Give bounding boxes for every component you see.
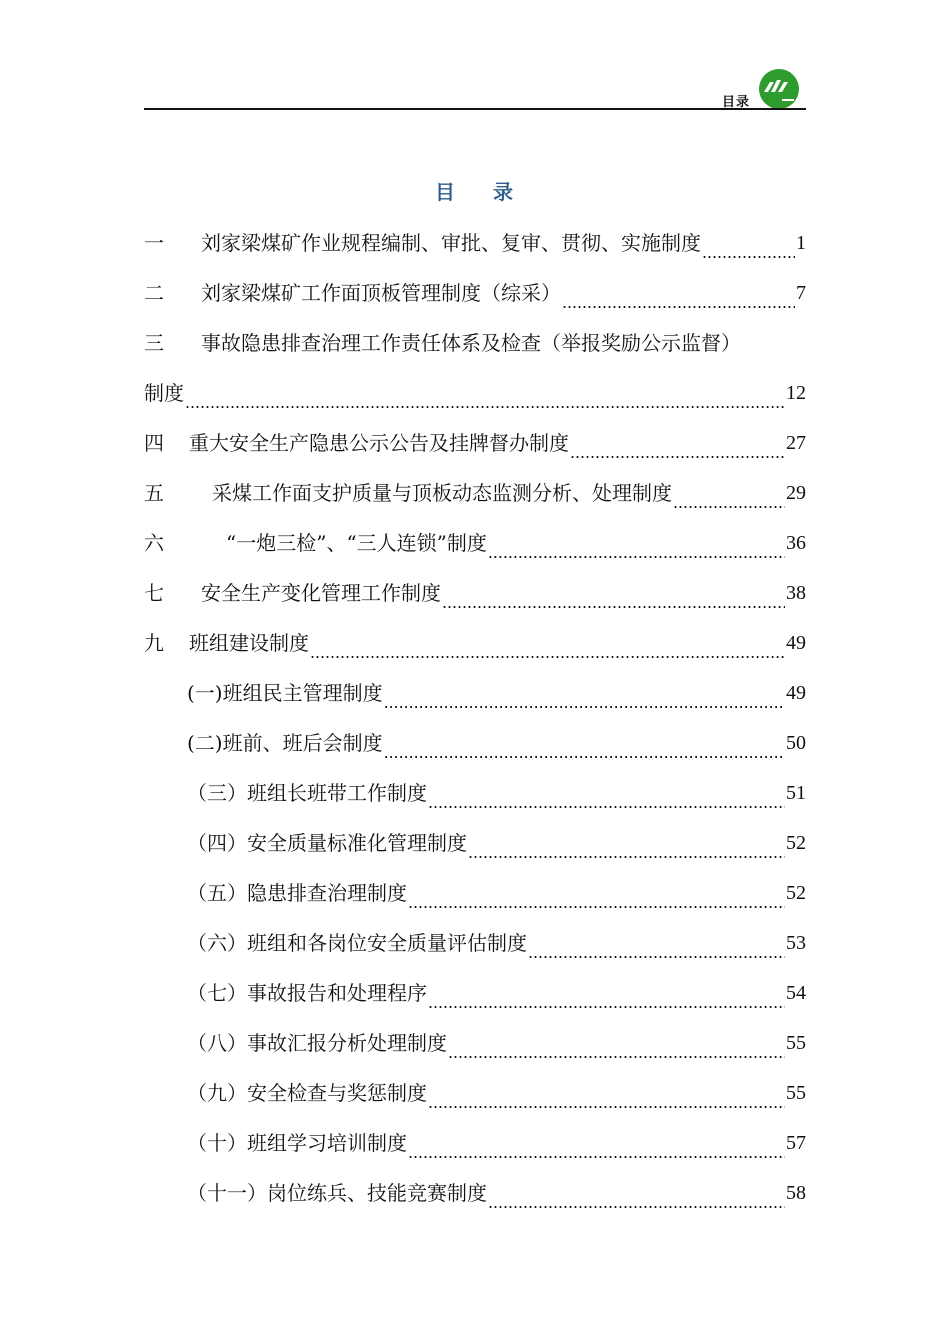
table-of-contents [144,218,806,1218]
toc-text: 班组长班带工作制度 [247,781,427,805]
toc-entry-4[interactable] [144,418,806,468]
toc-number: 三 [144,331,164,355]
toc-subentry-4[interactable] [144,818,806,868]
dot-leader [408,868,785,918]
toc-entry-5[interactable] [144,468,806,518]
toc-page: 53 [786,932,806,954]
toc-text: 重大安全生产隐患公示公告及挂牌督办制度 [189,431,569,455]
toc-page: 58 [786,1182,806,1204]
company-logo-icon [758,68,800,110]
title-char-2: 录 [493,180,515,204]
toc-entry-6[interactable] [144,518,806,568]
toc-text: “一炮三检”、“三人连锁”制度 [226,531,487,555]
toc-subentry-11[interactable] [144,1168,806,1218]
dot-leader [384,668,785,718]
toc-number: （十） [187,1131,247,1155]
dot-leader [185,368,785,418]
toc-page: 55 [786,1082,806,1104]
toc-text: 安全检查与奖惩制度 [247,1081,427,1105]
toc-page: 57 [786,1132,806,1154]
dot-leader [408,1118,785,1168]
toc-entry-3-continued[interactable] [144,368,806,418]
toc-text: 制度 [144,381,184,405]
toc-subentry-6[interactable] [144,918,806,968]
toc-entry-9[interactable] [144,618,806,668]
toc-number: （六） [187,931,247,955]
toc-entry-1[interactable] [144,218,806,268]
toc-subentry-3[interactable] [144,768,806,818]
toc-number: （八） [187,1031,247,1055]
toc-text: 班组民主管理制度 [222,681,383,705]
toc-number: (二) [187,731,223,755]
toc-number: 二 [144,281,164,305]
toc-text: 事故隐患排查治理工作责任体系及检查（举报奖励公示监督） [201,331,741,355]
toc-page: 54 [786,982,806,1004]
toc-text: 事故报告和处理程序 [247,981,427,1005]
dot-leader [488,1168,785,1218]
toc-page: 52 [786,882,806,904]
toc-number: 六 [144,531,164,555]
dot-leader [570,418,785,468]
toc-text: 安全生产变化管理工作制度 [201,581,441,605]
dot-leader [448,1018,785,1068]
title-char-1: 目 [435,180,457,204]
dot-leader [562,268,795,318]
page-title [0,176,950,205]
toc-number: 七 [144,581,164,605]
toc-entry-7[interactable] [144,568,806,618]
toc-number: (一) [187,681,223,705]
toc-page: 51 [786,782,806,804]
toc-page: 50 [786,732,806,754]
toc-number: 四 [144,431,164,455]
toc-entry-2[interactable] [144,268,806,318]
toc-number: （三） [187,781,247,805]
toc-subentry-8[interactable] [144,1018,806,1068]
toc-number: （十一） [187,1181,267,1205]
toc-number: 九 [144,631,164,655]
toc-number: （九） [187,1081,247,1105]
toc-page: 27 [786,432,806,454]
toc-text: 岗位练兵、技能竞赛制度 [267,1181,487,1205]
toc-text: 班组和各岗位安全质量评估制度 [247,931,527,955]
toc-page: 36 [786,532,806,554]
dot-leader [488,518,785,568]
toc-page: 29 [786,482,806,504]
toc-page: 38 [786,582,806,604]
toc-number: （五） [187,881,247,905]
toc-page: 49 [786,632,806,654]
toc-text: 班前、班后会制度 [222,731,383,755]
toc-text: 刘家梁煤矿工作面顶板管理制度（综采） [201,281,561,305]
toc-number: 五 [144,481,164,505]
toc-page: 12 [786,382,806,404]
dot-leader [384,718,785,768]
toc-subentry-7[interactable] [144,968,806,1018]
toc-page: 55 [786,1032,806,1054]
dot-leader [428,968,785,1018]
toc-number: 一 [144,231,164,255]
toc-subentry-2[interactable] [144,718,806,768]
toc-number: （七） [187,981,247,1005]
dot-leader [528,918,785,968]
toc-page: 1 [796,232,806,254]
toc-text: 班组建设制度 [189,631,309,655]
toc-number: （四） [187,831,247,855]
toc-text: 隐患排查治理制度 [247,881,407,905]
toc-text: 班组学习培训制度 [247,1131,407,1155]
toc-text: 采煤工作面支护质量与顶板动态监测分析、处理制度 [212,481,672,505]
dot-leader [673,468,785,518]
dot-leader [702,218,795,268]
toc-text: 安全质量标准化管理制度 [247,831,467,855]
toc-page: 7 [796,282,806,304]
toc-page: 49 [786,682,806,704]
dot-leader [428,768,785,818]
page-header [144,60,806,110]
dot-leader [310,618,785,668]
toc-subentry-1[interactable] [144,668,806,718]
toc-entry-3[interactable] [144,318,806,368]
header-label: 目录 [721,95,750,110]
toc-subentry-9[interactable] [144,1068,806,1118]
dot-leader [442,568,785,618]
toc-text: 事故汇报分析处理制度 [247,1031,447,1055]
toc-subentry-5[interactable] [144,868,806,918]
toc-page: 52 [786,832,806,854]
dot-leader [468,818,785,868]
toc-subentry-10[interactable] [144,1118,806,1168]
header-rule [144,108,806,110]
dot-leader [428,1068,785,1118]
toc-text: 刘家梁煤矿作业规程编制、审批、复审、贯彻、实施制度 [201,231,701,255]
